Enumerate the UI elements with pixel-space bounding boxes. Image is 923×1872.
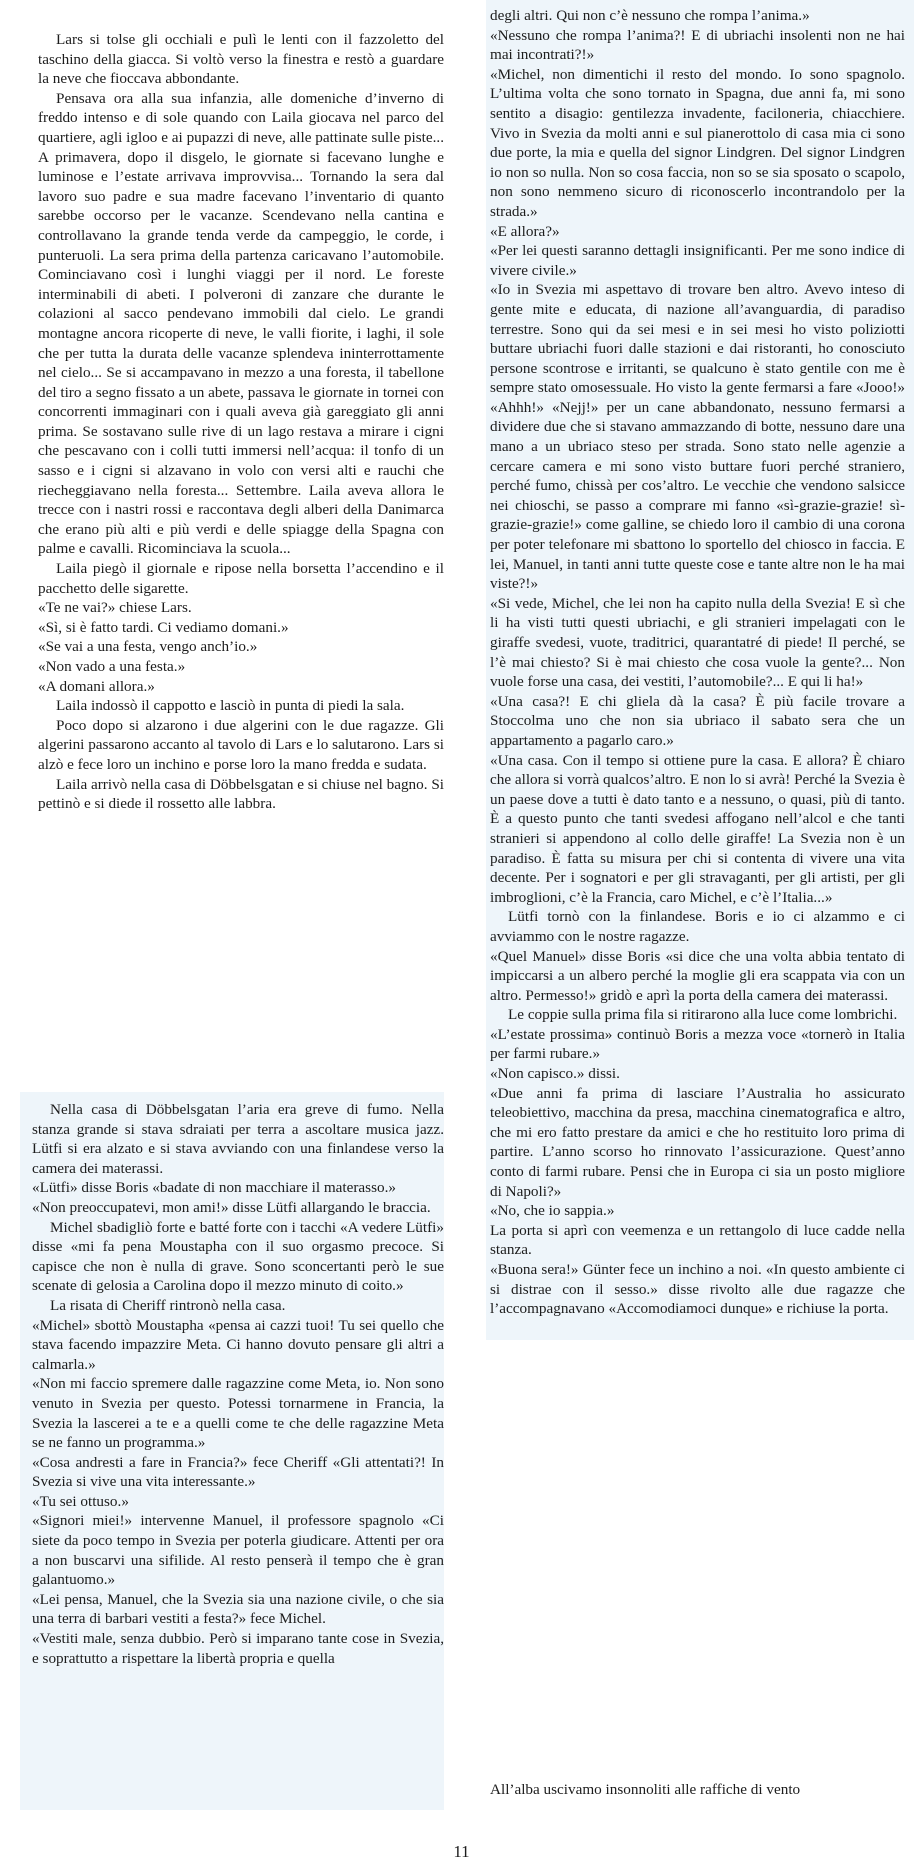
paragraph: «Cosa andresti a fare in Francia?» fece Cheriff «Gli attentati?! In Svezia si vive una vita interessante.» (32, 1453, 444, 1491)
left-column-top (38, 30, 444, 814)
paragraph: «Michel, non dimentichi il resto del mondo. Io sono spagnolo. L’ultima volta che sono tornato in Spagna, due anni fa, mi sono sentito a disagio: gentilezza invadente, faciloneria, chiacchiere. Vivo in Svezia da molti anni e sul pianerottolo di casa mia ci sono due porte, la mia e quella del signor Lindgren. Del signor Lindgren io non so nulla. Non so cosa faccia, non so se sia sposato o scapolo, non sono nemmeno sicuro di riconoscerlo incontrandolo per la strada.» (490, 65, 905, 220)
paragraph: «Per lei questi saranno dettagli insignificanti. Per me sono indice di vivere civile.» (490, 242, 905, 279)
paragraph: Laila indossò il cappotto e lasciò in punta di piedi la sala. (56, 697, 405, 715)
paragraph: Le coppie sulla prima fila si ritirarono alla luce come lombrichi. (508, 1006, 898, 1024)
paragraph: La porta si aprì con veemenza e un rettangolo di luce cadde nella stanza. (490, 1221, 905, 1259)
paragraph: «Non vado a una festa.» (38, 658, 186, 675)
paragraph: Lütfi tornò con la finlandese. Boris e io ci alzammo e ci avviammo con le nostre ragazze. (490, 908, 905, 945)
paragraph: Laila arrivò nella casa di Döbbelsgatan e si chiuse nel bagno. Si pettinò e si diede il rossetto alle labbra. (38, 775, 445, 813)
paragraph: La risata di Cheriff rintronò nella casa. (50, 1296, 286, 1314)
paragraph: «Lei pensa, Manuel, che la Svezia sia una nazione civile, o che sia una terra di barbari vestiti a festa?» fece Michel. (32, 1590, 444, 1628)
paragraph: «Se vai a una festa, vengo anch’io.» (38, 638, 258, 656)
paragraph: «Buona sera!» Günter fece un inchino a noi. «In questo ambiente ci si distrae con il sesso.» disse rivolto alle due ragazze che l’accompagnavano «Accomodiamoci dunque» e richiuse la porta. (490, 1261, 905, 1318)
paragraph: Michel sbadigliò forte e batté forte con i tacchi «A vedere Lütfi» disse «mi fa pena Moustapha con il suo orgasmo precoce. Si capisce che non è nulla di grave. Sono sconcertanti però le sue scenate di gelosia a Carolina dopo il mezzo minuto di coito.» (32, 1218, 444, 1295)
right-column-top (490, 6, 905, 1319)
paragraph: «Te ne vai?» chiese Lars. (38, 599, 192, 617)
paragraph: Laila piegò il giornale e ripose nella borsetta l’accendino e il pacchetto delle sigarette. (38, 560, 444, 597)
paragraph: «Una casa. Con il tempo si ottiene pure la casa. E allora? È chiaro che allora si vorrà qualcos’altro. E non lo si avrà! Perché la Svezia è un paese dove a tutti è dato tanto e a nessuno, o quasi, più di tanto. È a questo punto che tanti svedesi affogano nell’alcol e che tanti stranieri si appendono al collo delle giraffe! La Svezia non è un paradiso. È fatta su misura per chi si contenta di vivere una vita decente. Per i sognatori e per gli stravaganti, per gli artisti, per gli imbroglioni, c’è la Francia, caro Michel, e c’è l’Italia...» (490, 751, 905, 906)
paragraph: «Vestiti male, senza dubbio. Però si imparano tante cose in Svezia, e soprattutto a rispettare la libertà propria e quella (32, 1630, 444, 1667)
paragraph: «A domani allora.» (38, 677, 155, 695)
paragraph: «Due anni fa prima di lasciare l’Australia ho assicurato teleobiettivo, macchina da presa, macchina cinematografica e altro, che mi ero fatto prestare da amici e che ho restituito loro prima di partire. L’anno scorso ho rinnovato l’assicurazione. Quest’anno conto di farmi rubare. Pensi che in Europa ci sia un posto migliore di Napoli?» (490, 1084, 905, 1200)
paragraph: «Tu sei ottuso.» (32, 1492, 129, 1510)
paragraph: All’alba uscivamo insonnoliti alle raffiche di vento (490, 1781, 801, 1798)
paragraph: «Non mi faccio spremere dalle ragazzine come Meta, io. Non sono venuto in Svezia per questo. Potessi tornarmene in Francia, la Svezia la lascerei a te e a quelli come te che delle ragazzine Meta se ne fanno un programma.» (32, 1375, 444, 1452)
paragraph: degli altri. Qui non c’è nessuno che rompa l’anima.» (490, 7, 810, 24)
paragraph: Poco dopo si alzarono i due algerini con le due ragazze. Gli algerini passarono accanto al tavolo di Lars e lo salutarono. Lars si alzò e fece loro un inchino e porse loro la mano fredda e sudata. (38, 716, 444, 773)
paragraph: «No, che io sappia.» (490, 1202, 615, 1220)
paragraph: «Quel Manuel» disse Boris «si dice che una volta abbia tentato di impiccarsi a un albero perché la moglie gli era scappata via con un altro. Permesso!» gridò e aprì la porta della camera dei materassi. (490, 947, 905, 1004)
paragraph: «Non preoccupatevi, mon ami!» disse Lütfi allargando le braccia. (32, 1198, 431, 1216)
right-column-bottom (490, 1780, 905, 1800)
paragraph: Pensava ora alla sua infanzia, alle domeniche d’inverno di freddo intenso e di sole quando con Laila giocava nel parco del quartiere, agli igloo e ai pupazzi di neve, alle pattinate sulle piste... A primavera, dopo il disgelo, le giornate si facevano lunghe e luminose e l’estate arrivava improvvisa... Tornando la sera dal lavoro suo padre e sua madre facevano l’inventario di quanto sarebbe occorso per le vacanze. Scendevano nella cantina e controllavano la grande tenda verde da campeggio, le corde, i punteruoli. La sera prima della partenza caricavano l’automobile. Cominciavano così i lunghi viaggi per il nord. Le foreste interminabili di abeti. I polveroni di zanzare che durante le colazioni al sacco pendevano immobili dal cielo. Le grandi montagne ancora ricoperte di neve, le valli fiorite, i laghi, il sole che per tutta la durata delle vacanze splendeva ininterrottamente nel cielo... Se si accampavano in mezzo a una foresta, il tabellone del tiro a segno fissato a un abete, passava le giornate in tornei con concorrenti immaginari con i quali aveva già gareggiato gli anni prima. Se sostavano sulle rive di un lago restava a mirare i cigni che pescavano con i colli tutti immersi nell’acqua: il tonfo di un sasso e i cigni si alzavano in volo con versi alti e rauchi che riecheggiavano nella foresta... Settembre. Laila aveva allora le trecce con i nastri rossi e raccontava degli alberi della Danimarca che erano più alti e più verdi e delle spiagge della Spagna con palme e cavalli. Ricominciava la scuola... (38, 89, 444, 558)
paragraph: «E allora?» (490, 222, 560, 240)
paragraph: «Non capisco.» dissi. (490, 1065, 620, 1083)
paragraph: «Lütfi» disse Boris «badate di non macchiare il materasso.» (32, 1179, 396, 1197)
paragraph: «Nessuno che rompa l’anima?! E di ubriachi insolenti non ne hai mai incontrati?!» (490, 26, 905, 64)
paragraph: «Signori miei!» intervenne Manuel, il professore spagnolo «Ci siete da poco tempo in Svezia per poterla giudicare. Attenti per ora a non buscarvi una sifilide. Al resto penserà il tempo che è gran galantuomo.» (32, 1512, 444, 1589)
paragraph: Nella casa di Döbbelsgatan l’aria era greve di fumo. Nella stanza grande si stava sdraiati per terra a ascoltare musica jazz. Lütfi si era alzato e si stava avviando con una finlandese verso la camera dei materassi. (32, 1101, 444, 1177)
paragraph: «Sì, si è fatto tardi. Ci vediamo domani.» (38, 618, 289, 636)
paragraph: «L’estate prossima» continuò Boris a mezza voce «tornerò in Italia per farmi rubare.» (490, 1025, 905, 1063)
paragraph: «Io in Svezia mi aspettavo di trovare ben altro. Avevo inteso di gente mite e educata, di nazione all’avanguardia, di paradiso terrestre. Sono qui da sei mesi e in sei mesi ho visto poliziotti buttare ubriachi fuori dalle stazioni e dai ristoranti, ho conosciuto persone scontrose e irritanti, se qualcuno è stato gentile con me è sempre stato omosessuale. Ho visto la gente fermarsi a fare «Jooo!» «Ahhh!» «Nejj!» per un cane abbandonato, nessuno fermarsi a dividere due che si stavano ammazzando di botte, nessuno dare una mano a un ubriaco steso per strada. Sono stato nelle agenzie a cercare camera e mi sono visto buttare fuori perché straniero, perché fumo, chissà per cos’altro. Le vecchie che vendono salsicce nei chioschi, se passo a comprare mi fanno «sì-grazie-grazie! sì-grazie-grazie!» come galline, se chiedo loro il cambio di una corona per poter telefonare mi sbattono lo sportello del chiosco in faccia. E lei, Manuel, in tanti anni tutte queste cose e tante altre non le ha mai viste?!» (490, 281, 905, 593)
paragraph: «Si vede, Michel, che lei non ha capito nulla della Svezia! E sì che li ha visti tutti questi ubriachi, e gli stranieri impelagati con le giraffe svedesi, vuote, traditrici, quarantatré di piede! Il perché, se l’è mai chiesto? Si è mai chiesto che cosa vuole la gente?... Non vuole forse una casa, dei vestiti, l’automobile?... E qui li ha!» (490, 594, 905, 691)
page-number: 11 (453, 1842, 470, 1861)
left-column-bottom (32, 1100, 444, 1668)
paragraph: «Una casa?! E chi gliela dà la casa? È più facile trovare a Stoccolma uno che non sia ubriaco il sabato sera che un appartamento a pagarlo caro.» (490, 692, 905, 749)
paragraph: «Michel» sbottò Moustapha «pensa ai cazzi tuoi! Tu sei quello che stava facendo impazzire Meta. Ci hanno dovuto pensare gli altri a calmarla.» (32, 1316, 444, 1373)
paragraph: Lars si tolse gli occhiali e pulì le lenti con il fazzoletto del taschino della giacca. Si voltò verso la finestra e restò a guardare la neve che fioccava abbondante. (38, 31, 444, 88)
